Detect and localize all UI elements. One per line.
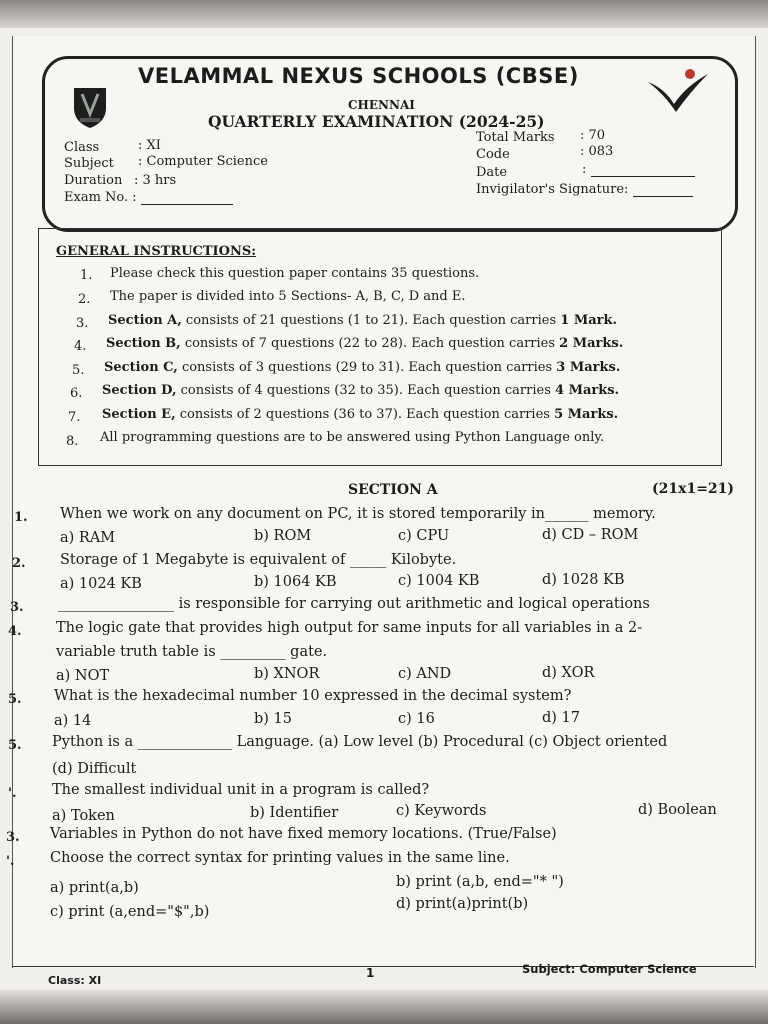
option: a) print(a,b) [50,880,139,896]
date-label: Date [476,165,508,180]
option: a) RAM [60,530,116,546]
option: c) 16 [398,711,435,727]
option: b) XNOR [254,666,320,682]
question-number: '. [8,786,17,801]
date-blank [591,176,695,177]
instruction-text: The paper is divided into 5 Sections- A, B, C, D and E. [110,289,466,304]
option: c) AND [398,666,452,682]
subject-value: : Computer Science [138,154,268,169]
question-number: 4. [8,624,22,639]
option: a) 1024 KB [60,576,142,592]
question-text: What is the hexadecimal number 10 expressed in the decimal system? [54,688,572,704]
code-value: : 083 [580,144,614,159]
question-number: 5. [8,738,22,753]
date-value: : [582,162,695,177]
option: b) print (a,b, end="* ") [396,874,564,890]
school-name: VELAMMAL NEXUS SCHOOLS (CBSE) [138,64,579,88]
page-number: 1 [366,966,375,980]
section-marks: (21x1=21) [652,481,735,497]
question-number: 2. [12,556,26,571]
question-number: 3. [6,830,20,845]
class-label: Class [64,140,100,155]
total-marks-label: Total Marks [476,130,555,145]
question-text: ________________ is responsible for carrying out arithmetic and logical operations [58,596,650,612]
question-text: Storage of 1 Megabyte is equivalent of _____ Kilobyte. [60,552,457,568]
question-text: The smallest individual unit in a program is called? [52,782,430,798]
question-text: Variables in Python do not have fixed memory locations. (True/False) [50,826,557,842]
instruction-number: 3. [76,316,89,331]
exam-no-label: Exam No. : [64,190,233,205]
total-marks-value: : 70 [580,128,606,143]
footer-subject: Subject: Computer Science [522,962,697,976]
instruction-text: Section A, consists of 21 questions (1 to 21). Each question carries 1 Mark. [108,313,618,328]
option: d) 1028 KB [542,572,625,588]
instruction-text: All programming questions are to be answered using Python Language only. [100,430,605,445]
code-label: Code [476,147,510,162]
signature-blank [633,196,693,197]
school-logo-icon [646,66,710,116]
option: d) XOR [542,665,595,681]
question-number: 5. [8,692,22,707]
option: b) Identifier [250,805,339,821]
instruction-text: Section D, consists of 4 questions (32 to 35). Each question carries 4 Marks. [102,383,620,398]
question-text: Python is a _____________ Language. (a) Low level (b) Procedural (c) Object oriented [52,734,668,750]
invigilator-signature: Invigilator's Signature: [476,182,693,197]
instruction-text: Section B, consists of 7 questions (22 to 28). Each question carries 2 Marks. [106,336,624,351]
question-text: The logic gate that provides high output for same inputs for all variables in a 2- [56,620,643,636]
question-number: 1. [14,510,28,525]
question-text: Choose the correct syntax for printing values in the same line. [50,850,510,866]
instruction-number: 8. [66,434,79,449]
instruction-text: Please check this question paper contains 35 questions. [110,266,480,281]
question-number: '. [6,854,15,869]
option: a) Token [52,808,115,824]
option: c) print (a,end="$",b) [50,904,210,920]
instruction-number: 1. [80,268,93,283]
option: d) CD – ROM [542,527,639,543]
city-label: CHENNAI [348,98,415,112]
option: a) 14 [54,713,92,729]
instruction-text: Section E, consists of 2 questions (36 to 37). Each question carries 5 Marks. [102,407,619,422]
option: b) 15 [254,711,292,727]
option: c) CPU [398,528,450,544]
option: a) NOT [56,668,110,684]
option: c) Keywords [396,803,487,819]
option: d) 17 [542,710,580,726]
footer-class: Class: XI [48,974,102,987]
option: d) Boolean [638,802,717,818]
duration-label: Duration [64,173,123,188]
instruction-number: 4. [74,339,87,354]
section-title: SECTION A [348,482,438,498]
scan-bottom-shadow [0,990,768,1024]
exam-no-blank [141,204,233,205]
scan-top-shadow [0,0,768,28]
instruction-number: 2. [78,292,91,307]
option: b) 1064 KB [254,574,337,590]
subject-label: Subject [64,156,114,171]
class-value: : XI [138,138,161,153]
instruction-number: 5. [72,363,85,378]
duration-value: : 3 hrs [134,173,177,188]
question-text-continued: (d) Difficult [52,761,137,777]
instruction-number: 7. [68,410,81,425]
option: c) 1004 KB [398,573,480,589]
option: b) ROM [254,528,312,544]
question-text-continued: variable truth table is _________ gate. [56,644,328,660]
exam-title: QUARTERLY EXAMINATION (2024-25) [208,112,545,131]
school-crest-icon [70,84,110,130]
question-number: 3. [10,600,24,615]
instruction-text: Section C, consists of 3 questions (29 to 31). Each question carries 3 Marks. [104,360,621,375]
instruction-number: 6. [70,386,83,401]
instructions-title: GENERAL INSTRUCTIONS: [56,244,257,259]
option: d) print(a)print(b) [396,896,529,912]
question-text: When we work on any document on PC, it is stored temporarily in______ memory. [60,506,656,522]
